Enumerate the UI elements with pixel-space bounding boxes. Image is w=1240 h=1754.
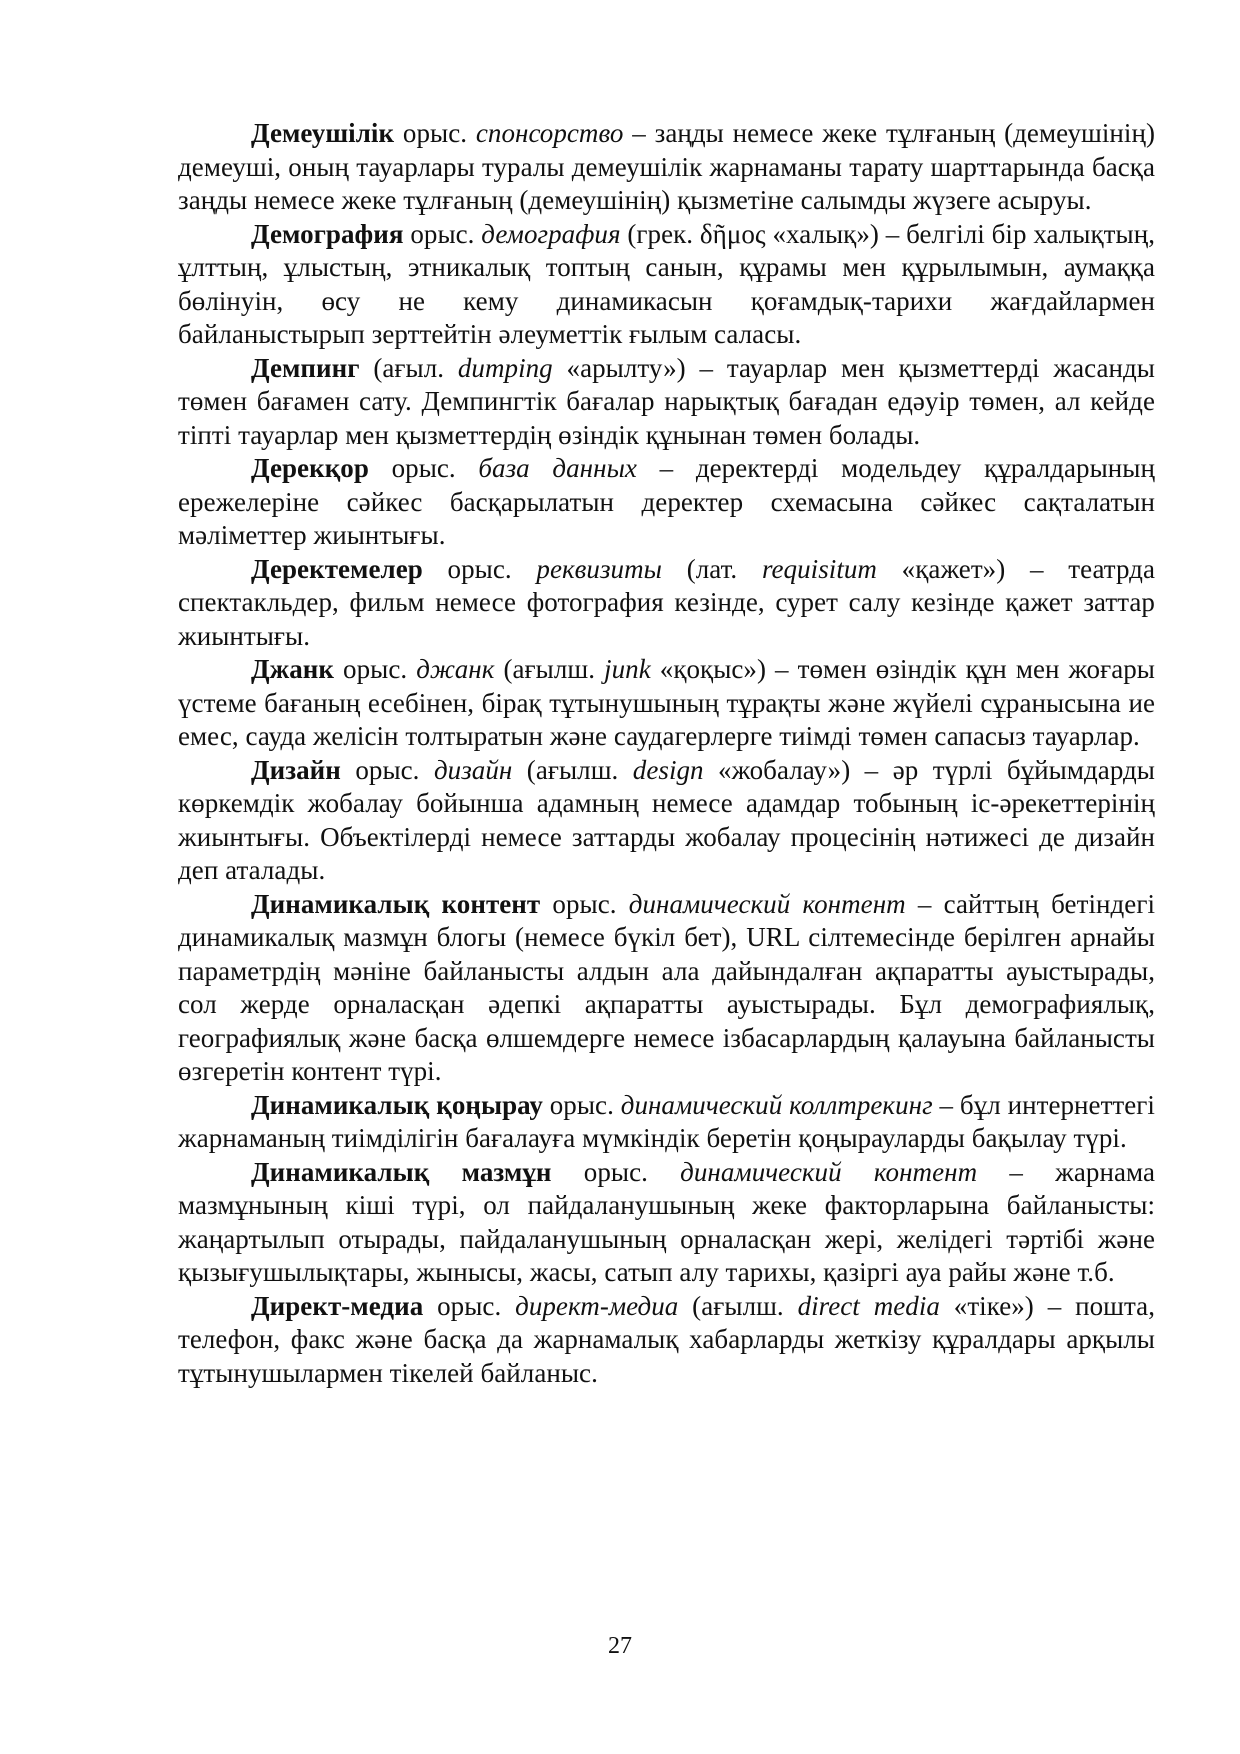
entry-term: Джанк — [251, 654, 335, 684]
glossary-entry-demping — [178, 352, 1155, 453]
glossary-entry-dinamikalyk-kontent — [178, 888, 1155, 1089]
entry-text: (ағылш. — [512, 754, 633, 785]
entry-italic-term: динамический контент — [628, 888, 906, 919]
glossary-entry-dizain — [178, 754, 1155, 888]
entry-definition: «тіке») – пошта, телефон, факс және басқа да жарнамалық хабарларды жеткізу құралдары арқылы тұтынушылармен тікелей байланыс. — [178, 1290, 1155, 1388]
entry-definition: «қажет») – театрда спектакльдер, фильм немесе фотография кезінде, сурет салу кезінде қажет заттар жиынтығы. — [178, 553, 1155, 651]
entry-italic-term: реквизиты — [536, 553, 662, 584]
glossary-body — [178, 117, 1155, 1390]
entry-text: орыс. — [551, 1156, 681, 1187]
entry-text: (ағылш. — [494, 654, 605, 684]
entry-term: Демография — [251, 218, 404, 249]
entry-italic-term: design — [632, 754, 704, 785]
entry-text: орыс. — [422, 553, 537, 584]
entry-italic-term: джанк — [416, 654, 495, 684]
entry-italic-term: база данных — [478, 453, 637, 483]
entry-term: Динамикалық контент — [251, 888, 541, 919]
entry-definition: «жобалау») – әр түрлі бұйымдарды көркемдік жобалау бойынша адамның немесе адамдар тобының іс-әрекеттерінің жиынтығы. Объектілерді немесе заттарды жобалау процесінің нәтижесі де дизайн деп аталады. — [178, 754, 1155, 885]
entry-text: орыс. — [334, 654, 417, 684]
entry-definition: – сайттың бетіндегі динамикалық мазмұн блогы (немесе бүкіл бет), URL сілтемесінде берілген арнайы параметрдің мәніне байланысты алдын ала дайындалған ақпаратты ауыстырады, сол жерде орналасқан әдепкі ақпаратты ауыстырады. Бұл демографиялық, географиялық және басқа өлшемдерге немесе ізбасарлардың қалауына байланысты өзгеретін контент түрі. — [178, 888, 1155, 1086]
entry-italic-term: директ-медиа — [515, 1290, 679, 1321]
entry-term: Демеушілік — [251, 118, 395, 148]
entry-term: Динамикалық мазмұн — [251, 1156, 552, 1187]
entry-definition: «қоқыс») – төмен өзіндік құн мен жоғары үстеме бағаның есебінен, бірақ тұтынушының тұрақты және жүйелі сұранысына ие емес, сауда желісін толтыратын және саудагерлерге тиімді төмен сапасыз тауарлар. — [178, 654, 1155, 751]
entry-text: орыс. — [540, 888, 629, 919]
entry-text: орыс. — [423, 1290, 516, 1321]
entry-term: Динамикалық қоңырау — [251, 1089, 543, 1120]
entry-text: орыс. — [542, 1089, 621, 1120]
glossary-entry-derekkor — [178, 452, 1155, 553]
entry-term: Дизайн — [251, 754, 341, 785]
page-number: 27 — [608, 1633, 632, 1659]
entry-text: (ағыл. — [359, 352, 458, 383]
entry-italic-term: демография — [481, 218, 621, 249]
entry-italic-term: requisitum — [761, 553, 877, 584]
glossary-entry-derektemeler — [178, 553, 1155, 654]
entry-definition: – заңды немесе жеке тұлғаның (демеушінің) демеуші, оның тауарлары туралы демеушілік жарнаманы тарату шарттарында басқа заңды немесе жеке тұлғаның (демеушінің) қызметіне салымды жүзеге асыруы. — [178, 118, 1155, 215]
entry-text: орыс. — [403, 218, 482, 249]
glossary-entry-demeushilik — [178, 117, 1155, 218]
entry-term: Дерекқор — [251, 453, 369, 483]
glossary-entry-dinamikalyk-konyrau — [178, 1089, 1155, 1156]
entry-text: (ағылш. — [678, 1290, 798, 1321]
entry-definition: – деректерді модельдеу құралдарының ережелеріне сәйкес басқарылатын деректер схемасына сәйкес сақталатын мәліметтер жиынтығы. — [178, 453, 1155, 550]
entry-text: (лат. — [662, 553, 762, 584]
entry-italic-term: динамический коллтрекинг — [620, 1089, 933, 1120]
entry-italic-term: direct media — [797, 1290, 940, 1321]
entry-term: Деректемелер — [251, 553, 423, 584]
glossary-entry-direkt-media — [178, 1290, 1155, 1391]
glossary-entry-demografiya — [178, 218, 1155, 352]
entry-term: Демпинг — [251, 352, 360, 383]
entry-italic-term: дизайн — [433, 754, 513, 785]
entry-definition: – жарнама мазмұнының кіші түрі, ол пайдаланушының жеке факторларына байланысты: жаңартылып отырады, пайдаланушының орналасқан жері, желідегі тәртібі және қызығушылықтары, жынысы, жасы, сатып алу тарихы, қазіргі ауа райы және т.б. — [178, 1156, 1155, 1287]
entry-text: орыс. — [394, 118, 476, 148]
glossary-entry-dzhank — [178, 653, 1155, 754]
entry-italic-term: спонсорство — [475, 118, 624, 148]
entry-italic-term: dumping — [457, 352, 553, 383]
entry-term: Директ-медиа — [251, 1290, 424, 1321]
entry-italic-term: junk — [604, 654, 651, 684]
glossary-entry-dinamikalyk-mazmun — [178, 1156, 1155, 1290]
entry-text: орыс. — [340, 754, 434, 785]
entry-text: орыс. — [368, 453, 479, 483]
entry-definition: «арылту») – тауарлар мен қызметтерді жасанды төмен бағамен сату. Демпингтік бағалар нарықтық бағадан едәуір төмен, ал кейде тіпті тауарлар мен қызметтердің өзіндік құнынан төмен болады. — [178, 352, 1155, 450]
entry-definition: (грек. δῆμος «халық») – белгілі бір халықтың, ұлттың, ұлыстың, этникалық топтың санын, құрамы мен құрылымын, аумаққа бөлінуін, өсу не кему динамикасын қоғамдық-тарихи жағдайлармен байланыстырып зерттейтін әлеуметтік ғылым саласы. — [178, 218, 1156, 349]
entry-italic-term: динамический контент — [680, 1156, 978, 1187]
entry-definition: – бұл интернеттегі жарнаманың тиімділігін бағалауға мүмкіндік беретін қоңырауларды бақылау түрі. — [178, 1089, 1155, 1153]
